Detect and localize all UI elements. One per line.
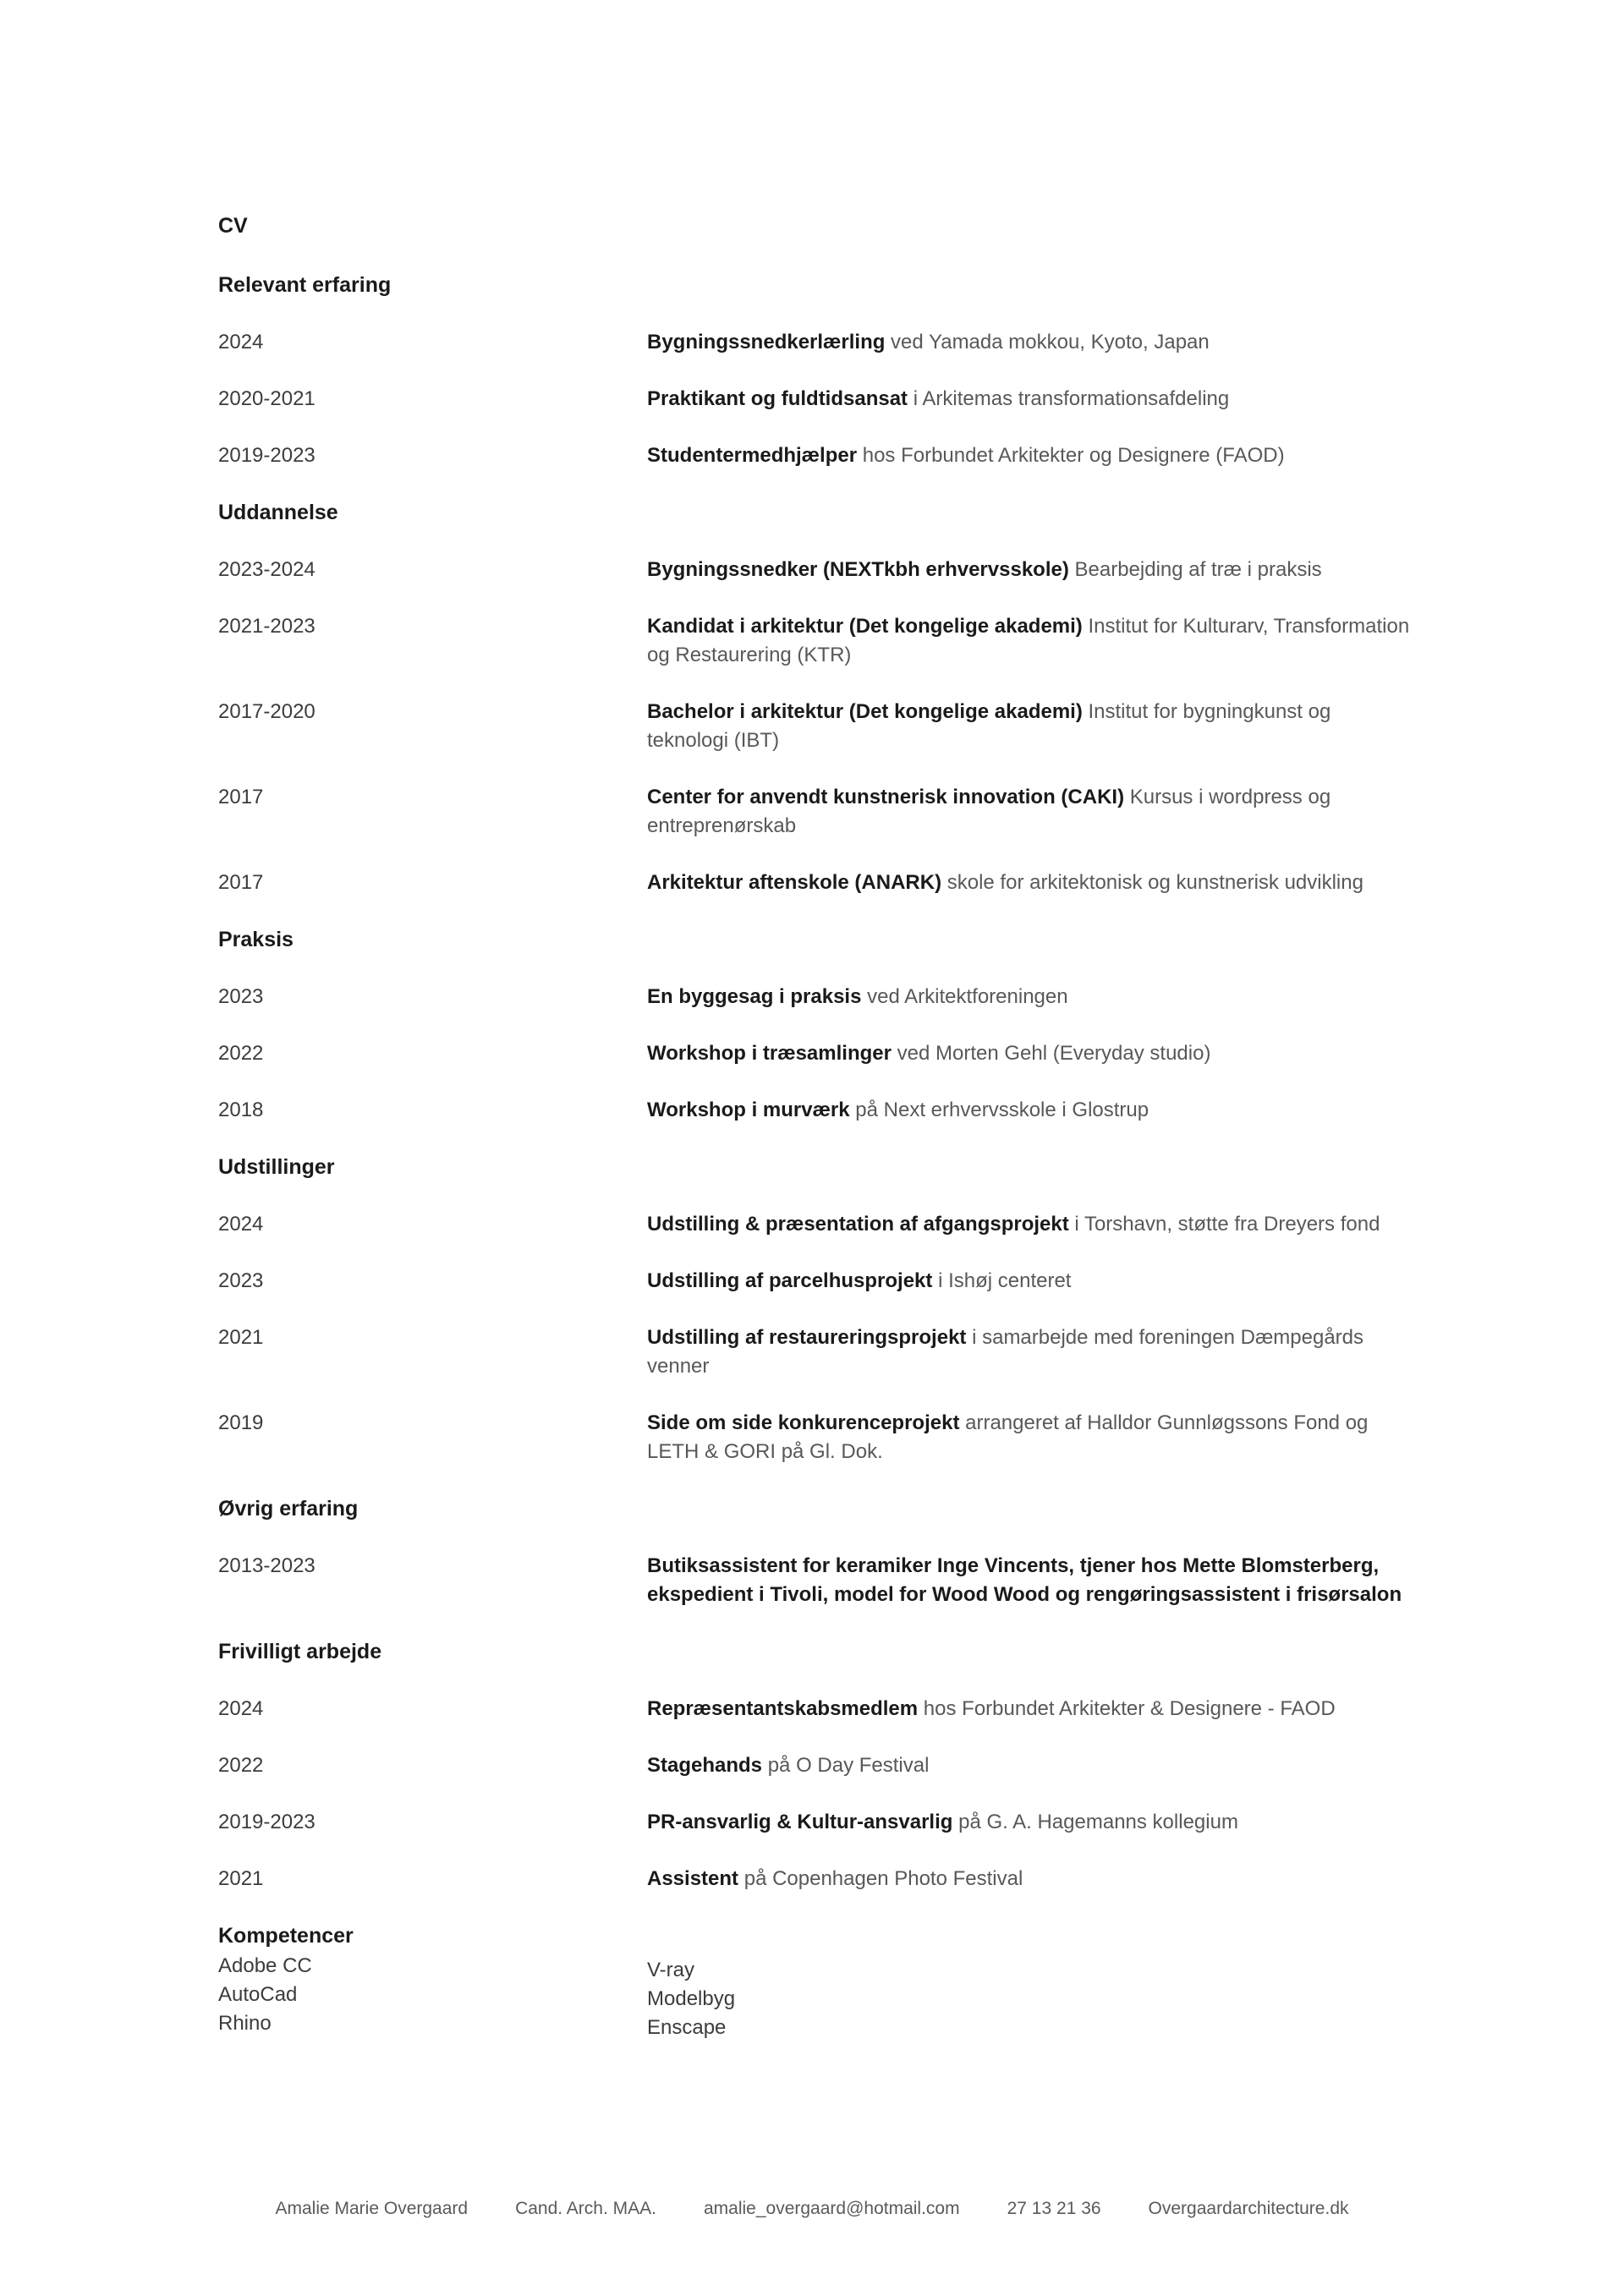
entry-period: 2024 [218, 1697, 264, 1720]
entry-period: 2024 [218, 1213, 264, 1236]
entry-description [647, 441, 1418, 470]
entry-detail: arrangeret af Halldor Gunnløgssons Fond og LETH & GORI på Gl. Dok. [647, 1411, 1369, 1463]
section-heading: Kompetencer [218, 1924, 354, 1948]
cv-entry [218, 1039, 1418, 1068]
footer-email: amalie_overgaard@hotmail.com [703, 2199, 960, 2218]
cv-entry [218, 869, 1418, 897]
entry-title: Stagehands [647, 1754, 763, 1777]
entry-detail: i Torshavn, støtte fra Dreyers fond [1068, 1213, 1380, 1236]
cv-entry [218, 328, 1418, 357]
entry-description [647, 698, 1418, 755]
entry-period: 2017 [218, 871, 264, 894]
cv-entry [218, 1323, 1418, 1381]
entry-title: Kandidat i arkitektur (Det kongelige akademi) [647, 615, 1083, 638]
skills-column-left [218, 1952, 647, 2042]
entry-period: 2019 [218, 1411, 264, 1434]
entry-description [647, 328, 1418, 357]
page-title: CV [218, 214, 248, 238]
section-kompetencer [218, 1921, 1418, 2042]
entry-period: 2024 [218, 331, 264, 353]
entry-description [647, 869, 1418, 897]
cv-entry [218, 1409, 1418, 1466]
cv-content [218, 211, 1418, 2042]
entry-period: 2023 [218, 985, 264, 1008]
skill-item: Enscape [647, 2016, 727, 2039]
cv-entry [218, 783, 1418, 841]
cv-entry [218, 385, 1418, 414]
cv-entry [218, 1096, 1418, 1125]
section-uddannelse [218, 498, 1418, 897]
section-heading: Øvrig erfaring [218, 1497, 359, 1521]
entry-title: Repræsentantskabsmedlem [647, 1697, 919, 1720]
entry-description [647, 1865, 1418, 1893]
entry-detail: på Next erhvervsskole i Glostrup [849, 1099, 1149, 1121]
footer-credential: Cand. Arch. MAA. [515, 2199, 656, 2218]
entry-detail: på G. A. Hagemanns kollegium [952, 1811, 1238, 1833]
cv-entry [218, 1695, 1418, 1723]
entry-description [647, 612, 1418, 670]
entry-period: 2023-2024 [218, 558, 315, 581]
entry-title: Udstilling af parcelhusprojekt [647, 1269, 933, 1292]
section-frivilligt-arbejde [218, 1637, 1418, 1893]
entry-title: En byggesag i praksis [647, 985, 862, 1008]
entry-detail: i Ishøj centeret [932, 1269, 1072, 1292]
section-relevant-erfaring [218, 271, 1418, 470]
footer-name: Amalie Marie Overgaard [275, 2199, 469, 2218]
entry-description [647, 556, 1418, 584]
entry-period: 2022 [218, 1754, 264, 1777]
entry-detail: på O Day Festival [762, 1754, 930, 1777]
entry-period: 2017-2020 [218, 700, 315, 723]
entry-title: PR-ansvarlig & Kultur-ansvarlig [647, 1811, 953, 1833]
footer-website: Overgaardarchitecture.dk [1148, 2199, 1349, 2218]
entry-title: Assistent [647, 1867, 739, 1890]
skills-column-right [647, 1952, 735, 2042]
cv-entry [218, 1267, 1418, 1296]
entry-title: Studentermedhjælper [647, 444, 858, 467]
entry-title: Udstilling & præsentation af afgangsprojekt [647, 1213, 1069, 1236]
skill-item: Rhino [218, 2012, 272, 2035]
entry-detail: i Arkitemas transformationsafdeling [908, 387, 1230, 410]
skill-item: AutoCad [218, 1983, 298, 2006]
cv-entry [218, 1808, 1418, 1837]
entry-detail: ved Arkitektforeningen [861, 985, 1068, 1008]
entry-detail: Kursus i wordpress og entreprenørskab [647, 786, 1331, 837]
skills-block [218, 1952, 1418, 2042]
entry-detail: skole for arkitektonisk og kunstnerisk udvikling [941, 871, 1363, 894]
entry-title: Workshop i træsamlinger [647, 1042, 892, 1065]
entry-title: Udstilling af restaureringsprojekt [647, 1326, 967, 1349]
skill-item: Modelbyg [647, 1987, 736, 2010]
entry-description [647, 1039, 1418, 1068]
entry-detail: ved Yamada mokkou, Kyoto, Japan [885, 331, 1210, 353]
section-ovrig-erfaring [218, 1494, 1418, 1609]
entry-period: 2019-2023 [218, 1811, 315, 1833]
cv-entry [218, 1210, 1418, 1239]
cv-entry [218, 1865, 1418, 1893]
entry-detail: i samarbejde med foreningen Dæmpegårds venner [647, 1326, 1364, 1378]
entry-period: 2023 [218, 1269, 264, 1292]
entry-title: Praktikant og fuldtidsansat [647, 387, 908, 410]
entry-detail: Bearbejding af træ i praksis [1068, 558, 1322, 581]
entry-period: 2022 [218, 1042, 264, 1065]
entry-period: 2021 [218, 1326, 264, 1349]
entry-detail: ved Morten Gehl (Everyday studio) [891, 1042, 1211, 1065]
section-heading: Uddannelse [218, 501, 338, 524]
entry-description [647, 1552, 1418, 1609]
entry-period: 2020-2021 [218, 387, 315, 410]
entry-description [647, 1409, 1418, 1466]
entry-title: Bygningssnedker (NEXTkbh erhvervsskole) [647, 558, 1069, 581]
footer-phone: 27 13 21 36 [1007, 2199, 1101, 2218]
entry-description [647, 1323, 1418, 1381]
entry-title: Bachelor i arkitektur (Det kongelige akademi) [647, 700, 1083, 723]
cv-entry [218, 441, 1418, 470]
cv-entry [218, 983, 1418, 1011]
cv-entry [218, 698, 1418, 755]
entry-title: Arkitektur aftenskole (ANARK) [647, 871, 942, 894]
section-heading: Praksis [218, 928, 294, 951]
entry-title: Bygningssnedkerlærling [647, 331, 886, 353]
document-footer [0, 2197, 1624, 2221]
entry-detail: på Copenhagen Photo Festival [738, 1867, 1023, 1890]
entry-title: Center for anvendt kunstnerisk innovation (CAKI) [647, 786, 1125, 808]
entry-description [647, 983, 1418, 1011]
cv-entry [218, 1751, 1418, 1780]
cv-entry [218, 612, 1418, 670]
entry-title: Workshop i murværk [647, 1099, 850, 1121]
entry-description [647, 783, 1418, 841]
entry-title: Butiksassistent for keramiker Inge Vincents, tjener hos Mette Blomsterberg, ekspedient i Tivoli, model for Wood Wood og rengøringsassistent i frisørsalon [647, 1554, 1402, 1606]
entry-description [647, 1096, 1418, 1125]
entry-period: 2018 [218, 1099, 264, 1121]
entry-description [647, 1695, 1418, 1723]
entry-description [647, 1210, 1418, 1239]
section-heading: Udstillinger [218, 1155, 335, 1179]
section-heading: Frivilligt arbejde [218, 1640, 382, 1663]
section-heading: Relevant erfaring [218, 273, 392, 297]
entry-description [647, 385, 1418, 414]
entry-period: 2021-2023 [218, 615, 315, 638]
section-udstillinger [218, 1153, 1418, 1466]
cv-entry [218, 556, 1418, 584]
skill-item: V-ray [647, 1959, 695, 1981]
entry-period: 2019-2023 [218, 444, 315, 467]
entry-detail: Institut for bygningkunst og teknologi (IBT) [647, 700, 1331, 752]
entry-description [647, 1808, 1418, 1837]
entry-period: 2017 [218, 786, 264, 808]
entry-detail: Institut for Kulturarv, Transformation og Restaurering (KTR) [647, 615, 1410, 666]
cv-entry [218, 1552, 1418, 1609]
entry-period: 2021 [218, 1867, 264, 1890]
entry-detail: hos Forbundet Arkitekter & Designere - FAOD [918, 1697, 1336, 1720]
entry-description [647, 1267, 1418, 1296]
section-praksis [218, 925, 1418, 1125]
entry-detail: hos Forbundet Arkitekter og Designere (FAOD) [857, 444, 1285, 467]
entry-period: 2013-2023 [218, 1554, 315, 1577]
entry-title: Side om side konkurenceprojekt [647, 1411, 960, 1434]
skill-item: Adobe CC [218, 1954, 312, 1977]
entry-description [647, 1751, 1418, 1780]
